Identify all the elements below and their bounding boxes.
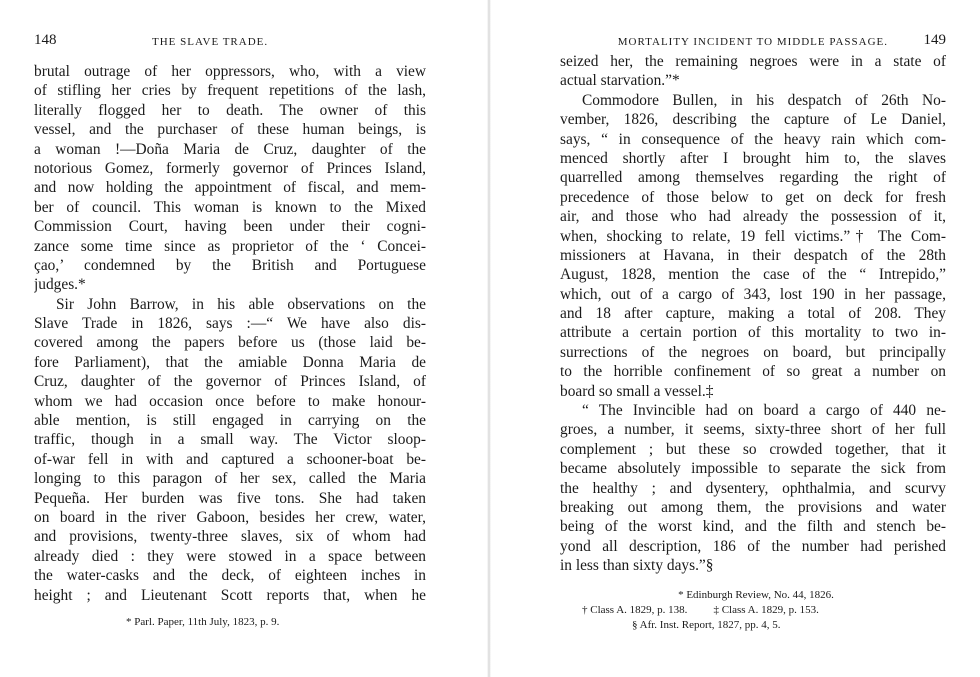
page-number: 149 <box>923 32 946 48</box>
text-line: of-war fell in with and captured a schooner-boat be- <box>34 450 426 468</box>
text-line: already died : they were stowed in a space between <box>34 547 426 565</box>
text-line: çao,’ condemned by the British and Portuguese <box>34 256 426 274</box>
text-line: vessel, and the purchaser of these human beings, is <box>34 121 426 139</box>
text-line: attribute a certain portion of this mortality to two in- <box>560 324 946 342</box>
text-line: in less than sixty days.”§ <box>560 557 714 575</box>
text-line: which, out of a cargo of 343, lost 190 in her passage, <box>560 285 946 303</box>
text-line: able mention, is still engaged in carrying on the <box>34 412 426 430</box>
footnote: † Class A. 1829, p. 138. <box>582 603 688 616</box>
running-head: MORTALITY INCIDENT TO MIDDLE PASSAGE. <box>617 36 888 48</box>
right-page <box>560 0 946 633</box>
text-line: yond all description, 186 of the number had perished <box>560 537 946 555</box>
text-line: the water-casks and the deck, of eighteen inches in <box>34 567 426 585</box>
text-line: of stifling her cries by frequent repetitions of the lash, <box>34 82 426 100</box>
footnote-row <box>560 603 946 618</box>
right-page-header <box>560 32 946 60</box>
text-line: breaking out among them, the provisions and water <box>560 498 946 516</box>
text-line: board so small a vessel.‡ <box>560 382 714 400</box>
text-line: became absolutely impossible to separate the sick from <box>560 460 946 478</box>
text-line: covered among the papers before us (those laid be- <box>34 334 426 352</box>
text-line: brutal outrage of her oppressors, who, with a view <box>34 63 426 80</box>
text-line: when, shocking to relate, 19 fell victims.”† The Com- <box>560 227 946 245</box>
text-line: zance some time since as proprietor of the ‘ Concei- <box>34 237 426 255</box>
text-line: August, 1828, mention the case of the “ Intrepido,” <box>560 266 946 284</box>
text-line: menced shortly after I brought him to, the slaves <box>560 149 946 167</box>
page-number: 148 <box>34 32 57 48</box>
footnote: § Afr. Inst. Report, 1827, pp. 4, 5. <box>632 618 781 631</box>
text-line: Slave Trade in 1826, says :—“ We have also dis- <box>34 315 426 333</box>
text-line: ber of council. This woman is known to the Mixed <box>34 198 426 216</box>
footnote: * Parl. Paper, 11th July, 1823, p. 9. <box>126 615 280 628</box>
text-line: complement ; but these so crowded together, that it <box>560 440 946 458</box>
text-line: air, and those who had already the possession of it, <box>560 208 946 226</box>
text-line: being of the worst kind, and the filth and stench be- <box>560 518 946 536</box>
text-line: Commodore Bullen, in his despatch of 26th No- <box>582 91 946 109</box>
text-line: fore Parliament), that the amiable Donna Maria de <box>34 353 426 371</box>
running-head: THE SLAVE TRADE. <box>152 36 269 48</box>
text-line: traffic, though in a small way. The Victor sloop- <box>34 431 426 449</box>
page-gutter <box>487 0 491 677</box>
text-line: precedence of those below to get on deck for fresh <box>560 188 946 206</box>
right-page-body <box>560 52 946 576</box>
text-line: and provisions, twenty-three slaves, six of whom had <box>34 528 426 546</box>
left-page-header <box>34 32 426 60</box>
text-line: judges.* <box>34 276 86 294</box>
text-line: says, “ in consequence of the heavy rain which com- <box>560 130 946 148</box>
text-line: and now holding the appointment of fiscal, and mem- <box>34 179 426 197</box>
text-line: a woman !—Doña Maria de Cruz, daughter of the <box>34 140 426 158</box>
text-line: “ The Invincible had on board a cargo of 440 ne- <box>582 402 946 420</box>
left-page-body <box>34 62 426 605</box>
text-line: Pequeña. Her burden was five tons. She had taken <box>34 489 426 507</box>
text-line: Commission Court, having been under their cogni- <box>34 218 426 236</box>
footnote: ‡ Class A. 1829, p. 153. <box>713 603 819 616</box>
text-line: and 18 after capture, making a total of 208. They <box>560 305 946 323</box>
text-line: actual starvation.”* <box>560 72 680 90</box>
footnote: * Edinburgh Review, No. 44, 1826. <box>678 588 834 601</box>
text-line: longing to this paragon of her sex, called the Maria <box>34 470 426 488</box>
text-line: to the horrible confinement of so great a number on <box>560 363 946 381</box>
text-line: seized her, the remaining negroes were in a state of <box>560 53 946 70</box>
text-line: literally flogged her to death. The owner of this <box>34 101 426 119</box>
text-line: Sir John Barrow, in his able observations on the <box>56 295 426 313</box>
text-line: surrections of the negroes on board, but principally <box>560 343 946 361</box>
text-line: missioners at Havana, in their despatch of the 28th <box>560 246 946 264</box>
text-line: Cruz, daughter of the governor of Princes Island, of <box>34 373 426 391</box>
text-line: on board in the river Gaboon, besides her crew, water, <box>34 508 426 526</box>
text-line: groes, a number, it seems, sixty-three short of her full <box>560 421 946 439</box>
left-page <box>34 0 426 630</box>
text-line: quarrelled among themselves regarding the right of <box>560 169 946 187</box>
text-line: notorious Gomez, formerly governor of Princes Island, <box>34 159 426 177</box>
text-line: vember, 1826, describing the capture of Le Daniel, <box>560 111 946 129</box>
text-line: the healthy ; and dysentery, ophthalmia, and scurvy <box>560 479 946 497</box>
text-line: height ; and Lieutenant Scott reports that, when he <box>34 586 426 604</box>
text-line: whom we had occasion once before to make honour- <box>34 392 426 410</box>
